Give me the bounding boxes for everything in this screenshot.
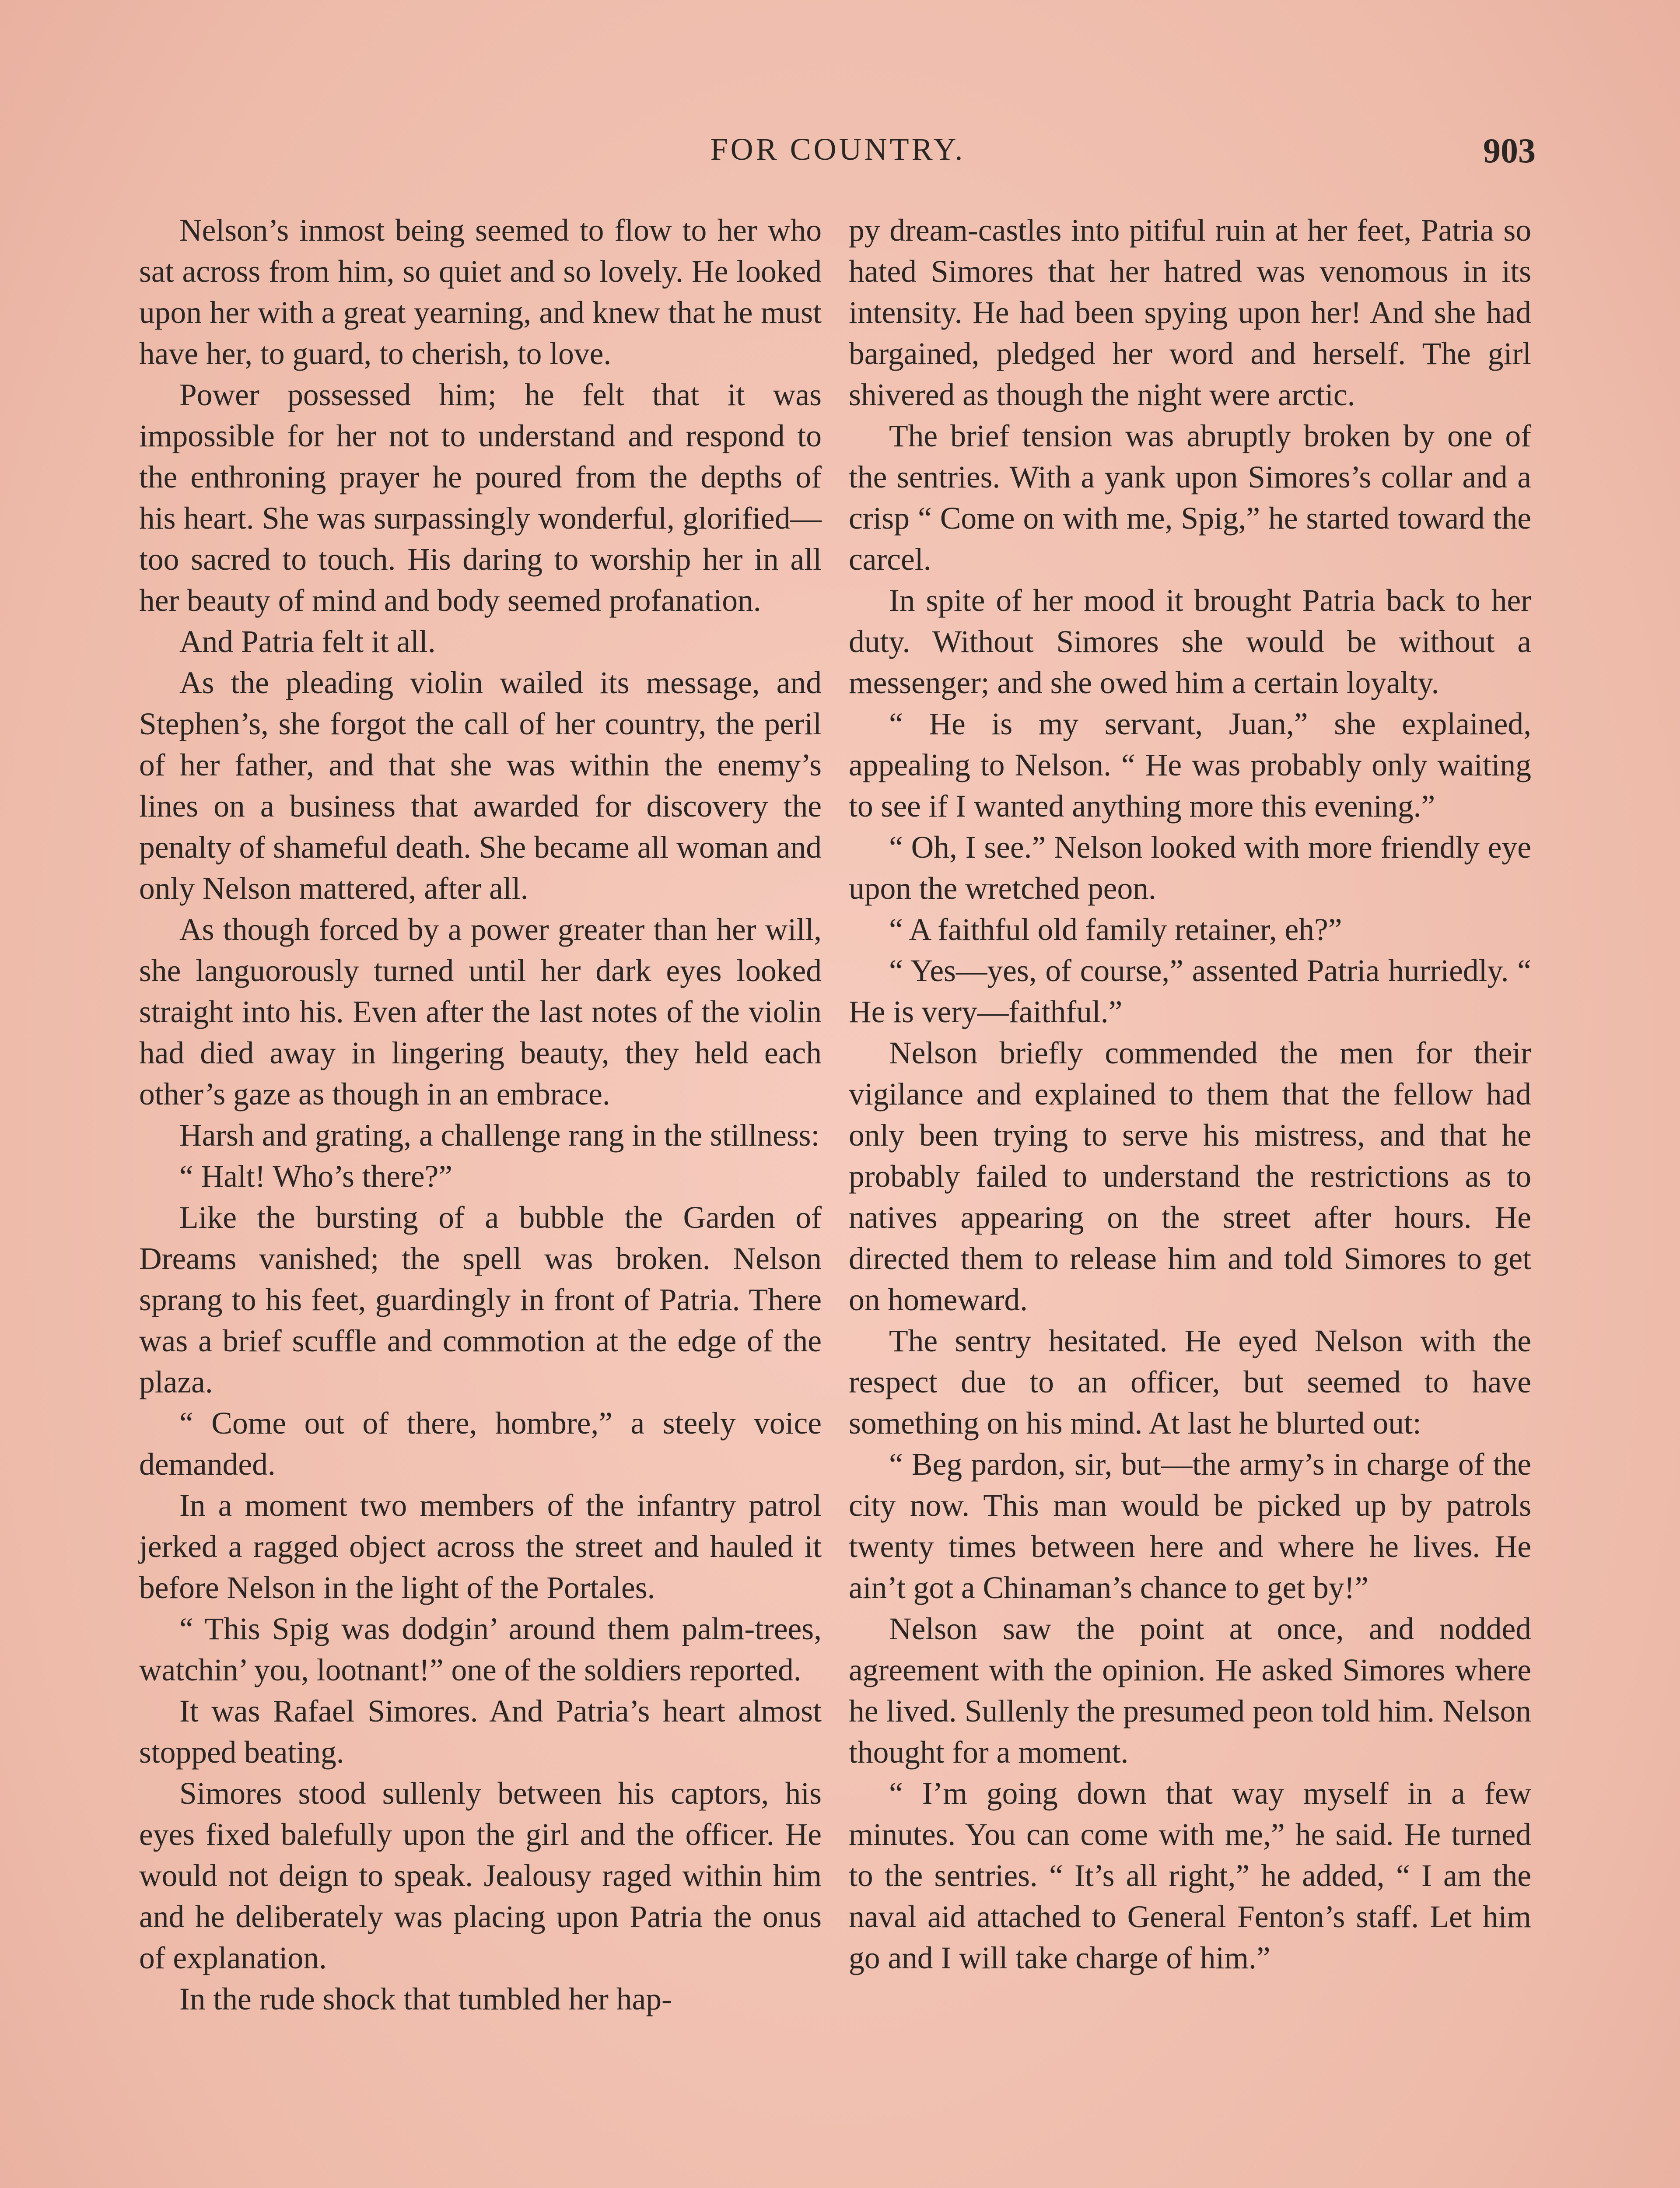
paragraph: The sentry hesitated. He eyed Nelson with the respect due to an officer, but seemed to have something on his mind. At last he blurted out: — [849, 1324, 1531, 1441]
paragraph: “ This Spig was dodgin’ around them palm-trees, watchin’ you, lootnant!” one of the soldiers reported. — [139, 1612, 822, 1687]
paragraph: Nelson saw the point at once, and nodded agreement with the opinion. He asked Simores where he lived. Sullenly the presumed peon told him. Nelson thought for a moment. — [849, 1612, 1531, 1770]
paragraph: And Patria felt it all. — [179, 624, 436, 659]
paragraph: In spite of her mood it brought Patria back to her duty. Without Simores she would be without a messenger; and she owed him a certain loyalty. — [849, 583, 1531, 700]
paragraph: Harsh and grating, a challenge rang in the stillness: — [179, 1118, 820, 1153]
paragraph: “ A faithful old family retainer, eh?” — [889, 912, 1342, 947]
paragraph: As the pleading violin wailed its message, and Stephen’s, she forgot the call of her country, the peril of her father, and that she was within the enemy’s lines on a business that awarded for discovery the penalty of shameful death. She became all woman and only Nelson mattered, after all. — [139, 666, 822, 906]
paragraph: Simores stood sullenly between his captors, his eyes fixed balefully upon the girl and the officer. He would not deign to speak. Jealousy raged within him and he deliberately was placing upon Patria the onus of explanation. — [139, 1776, 822, 1975]
right-column — [849, 210, 1531, 1979]
paragraph: In a moment two members of the infantry patrol jerked a ragged object across the street and hauled it before Nelson in the light of the Portales. — [139, 1488, 822, 1605]
running-head: FOR COUNTRY. — [710, 132, 966, 167]
paragraph: Nelson’s inmost being seemed to flow to her who sat across from him, so quiet and so lovely. He looked upon her with a great yearning, and knew that he must have her, to guard, to cherish, to love. — [139, 213, 822, 371]
paragraph: It was Rafael Simores. And Patria’s heart almost stopped beating. — [139, 1694, 822, 1770]
paragraph: “ Beg pardon, sir, but—the army’s in charge of the city now. This man would be picked up by patrols twenty times between here and where he lives. He ain’t got a Chinaman’s chance to get by!” — [849, 1447, 1531, 1605]
paragraph: In the rude shock that tumbled her hap- — [179, 1982, 672, 2016]
paragraph: “ He is my servant, Juan,” she explained, appealing to Nelson. “ He was probably only waiting to see if I wanted anything more this evening.” — [849, 707, 1531, 824]
paragraph: “ Yes—yes, of course,” assented Patria hurriedly. “ He is very—faithful.” — [849, 954, 1531, 1029]
paragraph: “ Halt! Who’s there?” — [179, 1159, 453, 1194]
paragraph: py dream-castles into pitiful ruin at her feet, Patria so hated Simores that her hatred was venomous in its intensity. He had been spying upon her! And she had bargained, pledged her word and herself. The girl shivered as though the night were arctic. — [849, 213, 1531, 412]
paragraph: As though forced by a power greater than her will, she languorously turned until her dark eyes looked straight into his. Even after the last notes of the violin had died away in lingering beauty, they held each other’s gaze as though in an embrace. — [139, 912, 822, 1112]
page-header — [140, 131, 1536, 179]
paragraph: The brief tension was abruptly broken by one of the sentries. With a yank upon Simores’s collar and a crisp “ Come on with me, Spig,” he started toward the carcel. — [849, 419, 1531, 577]
paragraph: “ I’m going down that way myself in a few minutes. You can come with me,” he said. He turned to the sentries. “ It’s all right,” he added, “ I am the naval aid attached to General Fenton’s staff. Let him go and I will take charge of him.” — [849, 1776, 1531, 1975]
paragraph: Power possessed him; he felt that it was impossible for her not to understand and respond to the enthroning prayer he poured from the depths of his heart. She was surpassingly wonderful, glorified—too sacred to touch. His daring to worship her in all her beauty of mind and body seemed profanation. — [139, 378, 822, 618]
page-number: 903 — [1483, 132, 1536, 170]
paragraph: Nelson briefly commended the men for their vigilance and explained to them that the fellow had only been trying to serve his mistress, and that he probably failed to understand the restrictions as to natives appearing on the street after hours. He directed them to release him and told Simores to get on homeward. — [849, 1036, 1531, 1317]
paragraph: Like the bursting of a bubble the Garden of Dreams vanished; the spell was broken. Nelson sprang to his feet, guardingly in front of Patria. There was a brief scuffle and commotion at the edge of the plaza. — [139, 1200, 822, 1399]
paragraph: “ Oh, I see.” Nelson looked with more friendly eye upon the wretched peon. — [849, 830, 1531, 906]
paragraph: “ Come out of there, hombre,” a steely voice demanded. — [139, 1406, 822, 1482]
left-column — [139, 210, 822, 2020]
